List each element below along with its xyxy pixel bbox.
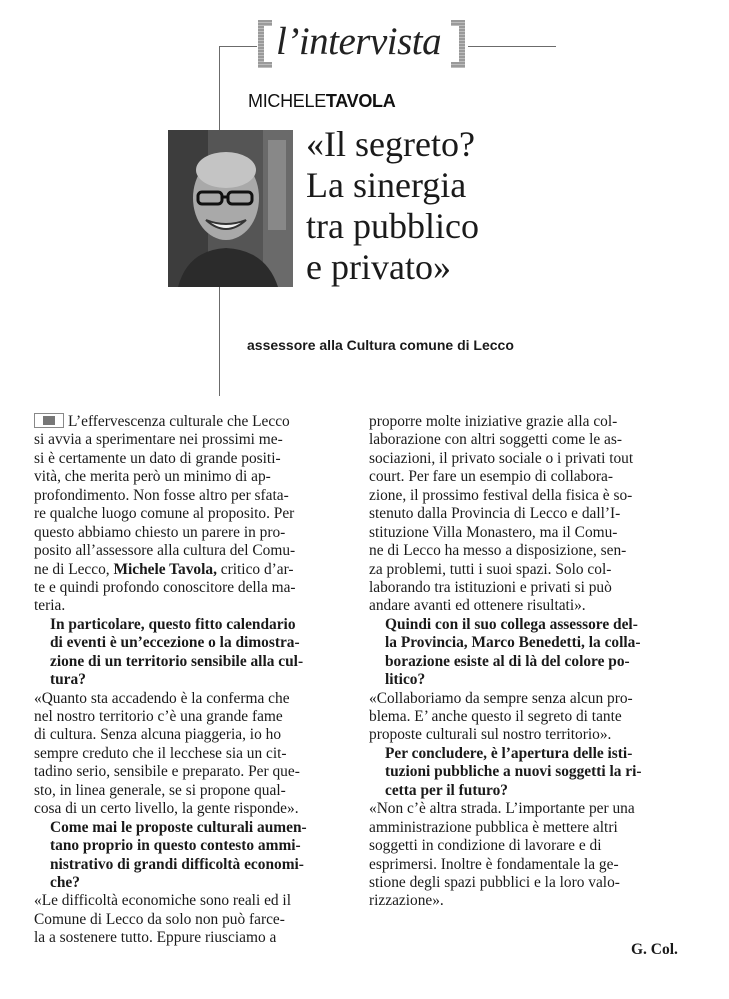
interviewee-name <box>248 91 395 112</box>
headline-line: «Il segreto? <box>306 124 475 164</box>
line-text: soggetti in condizione di lavorare e di <box>369 837 602 855</box>
body-line <box>34 929 364 947</box>
bold-name: Michele Tavola, <box>113 560 217 578</box>
body-line <box>369 542 689 560</box>
body-line <box>34 431 364 449</box>
body-line <box>34 726 364 744</box>
body-line <box>369 524 689 542</box>
body-line <box>34 892 364 910</box>
line-text: sociazioni, il privato sociale o i privati tout <box>369 449 634 467</box>
body-line <box>369 726 689 744</box>
body-line <box>34 542 364 560</box>
line-text: la a sostenere tutto. Eppure riusciamo a <box>34 929 277 947</box>
question-line <box>369 616 689 634</box>
body-line <box>369 561 689 579</box>
line-text: stituzione Villa Monastero, ma il Comu- <box>369 523 618 541</box>
line-text: amministrazione pubblica è mettere altri <box>369 818 618 836</box>
question-line <box>34 616 364 634</box>
headline-line: e privato» <box>306 247 451 287</box>
question-line <box>369 763 689 781</box>
line-text: questo abbiamo chiesto un parere in pro- <box>34 523 286 541</box>
line-text: sempre creduto che il lecchese sia un cit- <box>34 744 287 762</box>
line-text: blema. E’ anche questo il segreto di tante <box>369 708 622 725</box>
line-text: di cultura. Senza alcuna piaggeria, io ho <box>34 726 282 744</box>
body-line <box>369 708 689 726</box>
body-line <box>34 450 364 468</box>
article-column-2 <box>369 413 689 911</box>
body-line <box>34 708 364 726</box>
line-text: si avvia a sperimentare nei prossimi me- <box>34 431 283 449</box>
line-text: la Provincia, Marco Benedetti, la colla- <box>385 634 641 652</box>
body-line <box>369 487 689 505</box>
body-line <box>369 856 689 874</box>
body-line <box>369 450 689 468</box>
body-line <box>34 579 364 597</box>
subtitle: assessore alla Cultura comune di Lecco <box>247 337 514 353</box>
line-text: vità, che merita però un minimo di ap- <box>34 468 271 486</box>
body-line <box>34 468 364 486</box>
body-line <box>34 690 364 708</box>
line-text: teria. <box>34 597 66 615</box>
line-text: In particolare, questo fitto calendario <box>50 615 296 633</box>
body-line <box>34 800 364 818</box>
line-text: nel nostro territorio c’è una grande fame <box>34 708 283 725</box>
line-text: ne di Lecco, <box>34 560 114 578</box>
body-line <box>34 911 364 929</box>
body-line <box>34 782 364 800</box>
line-text: proporre molte iniziative grazie alla col- <box>369 413 618 430</box>
line-text: cetta per il futuro? <box>385 781 508 799</box>
bracket-right-ornament <box>451 20 465 68</box>
question-line <box>34 856 364 874</box>
body-line <box>369 505 689 523</box>
line-text: tano proprio in questo contesto ammi- <box>50 837 301 855</box>
question-line <box>34 837 364 855</box>
body-line <box>34 745 364 763</box>
question-line <box>369 745 689 763</box>
body-line <box>369 690 689 708</box>
line-text: Quindi con il suo collega assessore del- <box>385 615 638 633</box>
line-text: «Quanto sta accadendo è la conferma che <box>34 689 290 707</box>
line-text: za problemi, tutti i suoi spazi. Solo col- <box>369 560 612 578</box>
line-text: tuzioni pubbliche a nuovi soggetti la ri- <box>385 763 642 781</box>
line-text: court. Per fare un esempio di collabora- <box>369 468 614 486</box>
line-text: cosa di un certo livello, la gente risponde». <box>34 800 299 818</box>
body-line <box>369 819 689 837</box>
line-text: borazione esiste al di là del colore po- <box>385 652 630 670</box>
body-line <box>369 874 689 892</box>
line-text: re qualche luogo comune al proposito. Per <box>34 505 295 523</box>
line-text: che? <box>50 873 80 891</box>
line-text: di eventi è un’eccezione o la dimostra- <box>50 634 300 652</box>
line-text: stione degli spazi pubblici e la loro valo- <box>369 873 620 891</box>
line-text: «Le difficoltà economiche sono reali ed il <box>34 892 291 910</box>
line-text: si è certamente un dato di grande positi- <box>34 449 281 467</box>
line-text: L’effervescenza culturale che Lecco <box>68 413 290 430</box>
body-line <box>369 468 689 486</box>
line-text: posito all’assessore alla cultura del Comu- <box>34 542 296 560</box>
question-line <box>34 874 364 892</box>
body-line <box>369 837 689 855</box>
line-text: zione di un territorio sensibile alla cul- <box>50 652 304 670</box>
question-line <box>34 819 364 837</box>
line-text: sto, in linea generale, se si propone qual- <box>34 781 286 799</box>
line-text: esprimersi. Inoltre è fondamentale la ge- <box>369 855 619 873</box>
line-text: ne di Lecco ha messo a disposizione, sen- <box>369 542 627 560</box>
question-line <box>34 634 364 652</box>
author-signature: G. Col. <box>631 941 678 958</box>
question-line <box>34 671 364 689</box>
line-text: profondimento. Non fosse altro per sfata- <box>34 486 289 504</box>
body-line <box>369 597 689 615</box>
body-line <box>369 892 689 910</box>
bracket-left-ornament <box>258 20 272 68</box>
header-rule-right <box>468 46 556 47</box>
line-text: tadino serio, sensibile e preparato. Per que- <box>34 763 300 781</box>
headline-line: tra pubblico <box>306 206 479 246</box>
lead-marker-icon <box>34 413 64 428</box>
interviewee-first-name: MICHELE <box>248 91 326 111</box>
line-text: proposte culturali sul nostro territorio». <box>369 726 612 744</box>
headline <box>306 124 566 288</box>
line-text: Per concludere, è l’apertura delle isti- <box>385 744 633 762</box>
interviewee-last-name: TAVOLA <box>325 91 396 111</box>
section-kicker: l’intervista <box>276 20 442 63</box>
line-text: stenuto dalla Provincia di Lecco e dall’I- <box>369 505 621 523</box>
line-text: nistrativo di grandi difficoltà economi- <box>50 855 304 873</box>
article-column-1 <box>34 413 364 948</box>
body-line <box>369 431 689 449</box>
body-line <box>34 524 364 542</box>
line-text: tura? <box>50 671 86 689</box>
question-line <box>369 782 689 800</box>
body-line <box>34 505 364 523</box>
question-line <box>369 653 689 671</box>
body-line <box>369 413 689 431</box>
line-text-after: critico d’ar- <box>216 560 294 578</box>
line-text: «Non c’è altra strada. L’importante per una <box>369 800 635 818</box>
line-text: «Collaboriamo da sempre senza alcun pro- <box>369 689 633 707</box>
body-line <box>34 597 364 615</box>
line-text: Comune di Lecco da solo non può farce- <box>34 910 285 928</box>
body-line <box>369 579 689 597</box>
line-text: laborazione con altri soggetti come le as- <box>369 431 622 449</box>
line-text: litico? <box>385 671 426 689</box>
question-line <box>369 671 689 689</box>
body-line <box>34 487 364 505</box>
line-text: Come mai le proposte culturali aumen- <box>50 818 307 836</box>
line-text: zione, il prossimo festival della fisica è so- <box>369 486 633 504</box>
line-text: te e quindi profondo conoscitore della ma- <box>34 578 296 596</box>
body-line <box>34 763 364 781</box>
question-line <box>369 634 689 652</box>
line-text: rizzazione». <box>369 892 444 910</box>
question-line <box>34 653 364 671</box>
line-text: andare avanti ed ottenere risultati». <box>369 597 586 615</box>
body-line <box>34 561 364 579</box>
header-rule-left <box>219 46 257 47</box>
line-text: laborando tra istituzioni e privati si può <box>369 578 612 596</box>
body-line <box>34 413 364 431</box>
portrait-photo <box>168 130 293 287</box>
body-line <box>369 800 689 818</box>
headline-line: La sinergia <box>306 165 467 205</box>
